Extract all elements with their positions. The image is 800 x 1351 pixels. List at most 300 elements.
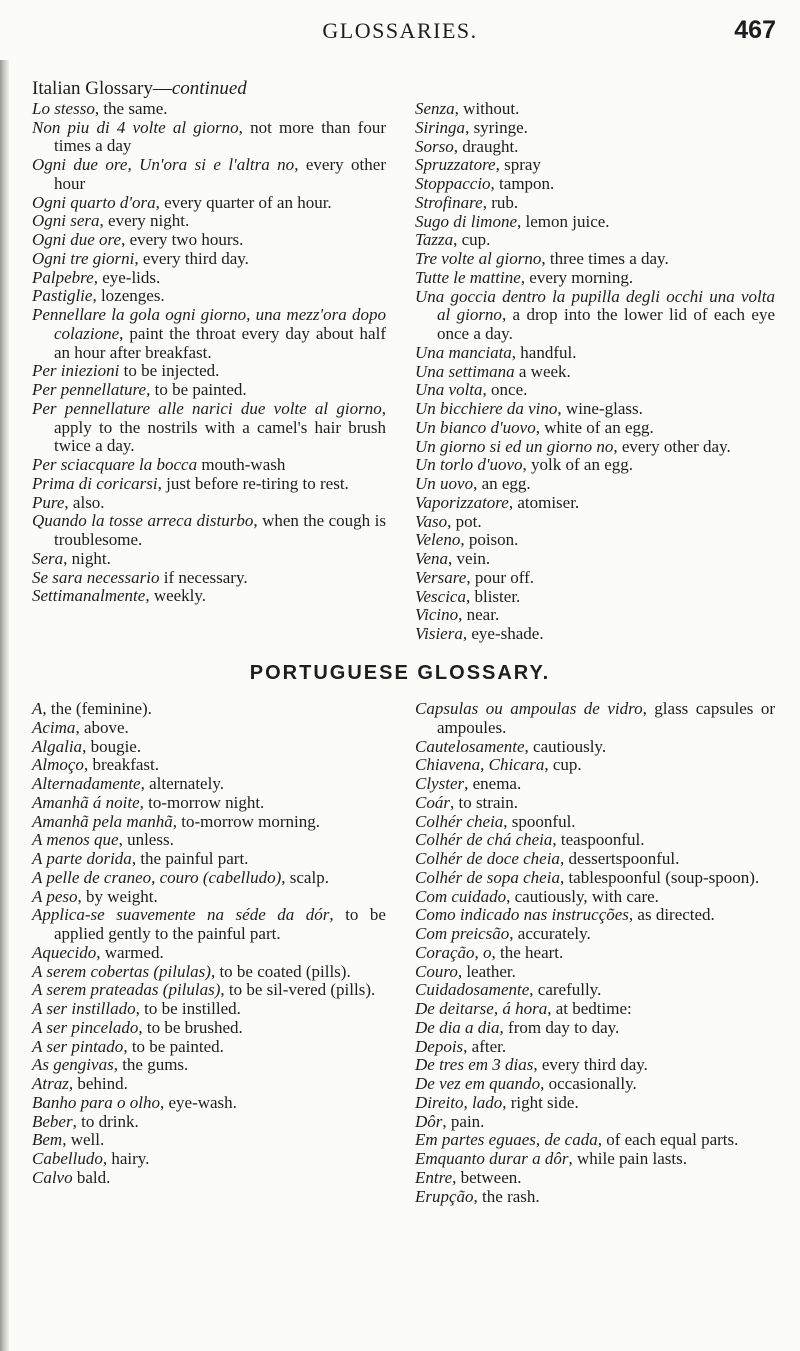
glossary-term: De deitarse, á hora	[415, 999, 548, 1018]
glossary-term: A menos que	[32, 830, 119, 850]
glossary-term: Per pennellature	[32, 380, 147, 399]
glossary-term: Applica-se suavemente na séde da dór	[32, 905, 330, 925]
glossary-term: Sera	[32, 548, 64, 568]
glossary-definition: , while pain lasts.	[568, 1149, 687, 1168]
glossary-term: Alternadamente	[32, 774, 141, 793]
glossary-definition: , the same.	[94, 98, 168, 118]
glossary-term: Ogni quarto d'ora	[32, 192, 156, 212]
glossary-definition: , just before re-tiring to rest.	[157, 473, 349, 493]
glossary-entry	[415, 869, 775, 888]
glossary-term: Ogni due ore, Un'ora si e l'altra no	[32, 155, 295, 174]
glossary-entry	[415, 1131, 775, 1150]
glossary-entry	[415, 344, 775, 363]
glossary-definition: , once.	[482, 380, 528, 400]
glossary-term: Amanhã pela manhã	[32, 811, 173, 831]
glossary-term: Amanhã á noite	[32, 792, 140, 812]
glossary-term: Ogni due ore	[32, 230, 122, 249]
glossary-definition: , leather.	[457, 961, 516, 981]
glossary-definition: , hairy.	[102, 1149, 150, 1168]
glossary-definition: , above.	[75, 717, 129, 737]
glossary-entry	[32, 1131, 386, 1150]
glossary-definition: , when the cough is troublesome.	[54, 511, 386, 549]
glossary-entry	[415, 588, 775, 607]
glossary-definition: , every third day.	[134, 248, 249, 268]
glossary-term: Cuidadosamente	[415, 980, 530, 1000]
glossary-term: Capsulas ou ampoulas de vidro	[415, 699, 643, 718]
glossary-definition: , tablespoonful (soup-spoon).	[559, 867, 760, 887]
glossary-term: Se sara necessario	[32, 567, 160, 587]
glossary-term: Almoço	[32, 755, 84, 775]
glossary-entry	[415, 156, 775, 175]
glossary-entry	[415, 925, 775, 944]
glossary-term: Ogni tre giorni	[32, 248, 135, 268]
glossary-entry	[32, 306, 386, 362]
glossary-term: Beber	[32, 1111, 73, 1131]
glossary-definition: , pain.	[442, 1111, 485, 1131]
glossary-term: Settimanalmente	[32, 586, 146, 606]
glossary-entry	[415, 400, 775, 419]
glossary-term: Atraz	[32, 1074, 69, 1093]
glossary-definition: mouth-wash	[197, 455, 286, 474]
glossary-definition: , spoonful.	[503, 811, 576, 831]
glossary-entry	[415, 1150, 775, 1169]
glossary-term: Bem	[32, 1130, 63, 1150]
glossary-definition: , every quarter of an hour.	[155, 192, 332, 212]
glossary-definition: , to be instilled.	[135, 999, 241, 1018]
glossary-definition: , every third day.	[533, 1055, 648, 1075]
glossary-entry	[415, 1000, 775, 1019]
glossary-definition: , without.	[454, 99, 520, 118]
glossary-definition: , at bedtime:	[547, 999, 632, 1018]
glossary-term: Lo stesso	[32, 98, 95, 118]
glossary-definition: to be injected.	[119, 361, 220, 381]
glossary-entry	[415, 1075, 775, 1094]
italian-glossary-left-column	[32, 80, 386, 606]
glossary-definition: , every other day.	[613, 436, 731, 456]
glossary-definition: , by weight.	[77, 886, 158, 906]
glossary-entry	[32, 287, 386, 306]
glossary-term: Un giorno si ed un giorno no	[415, 436, 614, 456]
glossary-definition: , of each equal parts.	[597, 1130, 739, 1150]
glossary-definition: , yolk of an egg.	[522, 455, 634, 475]
glossary-definition: , right side.	[502, 1092, 579, 1112]
italian-glossary-right-column	[415, 100, 775, 644]
glossary-entry	[32, 269, 386, 288]
glossary-term: Prima di coricarsi	[32, 473, 158, 493]
glossary-definition: , every other hour	[54, 155, 386, 193]
glossary-entry	[415, 419, 775, 438]
glossary-entry	[32, 831, 386, 850]
glossary-entry	[415, 119, 775, 138]
glossary-term: Como indicado nas instrucções	[415, 905, 629, 925]
glossary-term: Entre	[415, 1167, 453, 1187]
glossary-definition: , tampon.	[490, 174, 555, 193]
glossary-term: Un bicchiere da vino	[415, 399, 558, 418]
glossary-term: A ser pincelado	[32, 1017, 139, 1037]
glossary-definition: , glass capsules or ampoules.	[437, 699, 775, 737]
glossary-definition: , carefully.	[529, 980, 602, 1000]
glossary-definition: , from day to day.	[499, 1017, 620, 1037]
glossary-definition: , not more than four times a day	[54, 117, 386, 156]
glossary-entry	[415, 494, 775, 513]
glossary-entry	[32, 719, 386, 738]
glossary-entry	[32, 1150, 386, 1169]
glossary-entry	[32, 194, 386, 213]
glossary-entry	[415, 231, 775, 250]
glossary-definition: , between.	[452, 1167, 522, 1187]
glossary-term: Banho para o olho	[32, 1092, 160, 1112]
glossary-term: Visiera	[415, 624, 463, 643]
glossary-term: Colhér de sopa cheia	[415, 867, 560, 887]
glossary-term: Vescica	[415, 586, 466, 606]
glossary-definition: , a drop into the lower lid of each eye once a day.	[437, 305, 775, 343]
glossary-entry	[415, 738, 775, 757]
glossary-definition: , teaspoonful.	[552, 830, 645, 850]
glossary-term: Tazza	[415, 230, 454, 250]
glossary-term: Pennellare la gola ogni giorno, una mezz'ora dopo colazione	[32, 305, 386, 343]
glossary-term: Strofinare	[415, 192, 483, 212]
glossary-entry	[32, 100, 386, 119]
portuguese-glossary-left-column	[32, 700, 386, 1188]
glossary-entry	[415, 250, 775, 269]
glossary-term: Vaso	[415, 511, 448, 531]
glossary-entry	[32, 738, 386, 757]
glossary-entry	[32, 756, 386, 775]
glossary-definition: , well.	[62, 1130, 105, 1150]
glossary-definition: bald.	[72, 1167, 111, 1187]
glossary-entry	[415, 700, 775, 738]
glossary-term: Colhér cheia	[415, 811, 504, 831]
glossary-term: Siringa	[415, 117, 466, 137]
glossary-definition: , an egg.	[473, 474, 531, 493]
glossary-term: Stoppaccio	[415, 174, 491, 193]
glossary-definition: , to be brushed.	[138, 1017, 243, 1037]
glossary-entry	[32, 1000, 386, 1019]
glossary-definition: , to be painted.	[123, 1036, 224, 1056]
glossary-entry	[32, 1075, 386, 1094]
glossary-definition: , to be coated (pills).	[210, 961, 351, 981]
glossary-definition: , cup.	[544, 755, 582, 775]
running-head: GLOSSARIES.	[322, 18, 478, 43]
glossary-definition: , night.	[63, 548, 111, 568]
glossary-entry	[32, 981, 386, 1000]
glossary-term: Per iniezioni	[32, 361, 120, 381]
glossary-term: Un bianco d'uovo	[415, 417, 536, 437]
glossary-entry	[32, 156, 386, 194]
glossary-definition: , eye-lids.	[93, 267, 161, 287]
glossary-entry	[415, 606, 775, 625]
glossary-definition: , syringe.	[465, 117, 528, 137]
glossary-entry	[415, 906, 775, 925]
glossary-term: Quando la tosse arreca disturbo	[32, 511, 254, 531]
glossary-term: Versare	[415, 567, 467, 587]
page-number: 467	[734, 16, 776, 44]
glossary-term: A parte dorida	[32, 849, 132, 868]
glossary-term: Depois	[415, 1036, 464, 1056]
glossary-term: Cautelosamente	[415, 736, 525, 756]
glossary-definition: , to strain.	[449, 792, 518, 812]
glossary-entry	[32, 1094, 386, 1113]
glossary-entry	[415, 213, 775, 232]
glossary-entry	[415, 194, 775, 213]
glossary-entry	[415, 456, 775, 475]
glossary-definition: , pot.	[447, 511, 482, 531]
glossary-definition: , spray	[495, 155, 541, 175]
glossary-term: Couro	[415, 961, 458, 981]
glossary-definition: , enema.	[464, 774, 522, 793]
glossary-entry	[415, 775, 775, 794]
glossary-term: Tre volte al giorno	[415, 249, 542, 268]
glossary-entry	[415, 138, 775, 157]
glossary-entry	[415, 175, 775, 194]
glossary-term: A peso	[32, 886, 78, 906]
glossary-entry	[32, 231, 386, 250]
glossary-entry	[32, 700, 386, 719]
glossary-entry	[32, 362, 386, 381]
glossary-definition: , apply to the nostrils with a camel's hair brush twice a day.	[54, 398, 386, 456]
italian-heading-suffix: continued	[171, 78, 247, 99]
glossary-definition: , the rash.	[473, 1186, 540, 1206]
glossary-term: Coração, o	[415, 942, 492, 962]
glossary-entry	[415, 381, 775, 400]
glossary-definition: , occasionally.	[540, 1074, 637, 1093]
glossary-term: Vena	[415, 549, 449, 568]
glossary-entry	[415, 625, 775, 644]
glossary-definition: , blister.	[465, 586, 521, 606]
glossary-entry	[415, 1169, 775, 1188]
glossary-term: Una settimana	[415, 361, 515, 381]
glossary-definition: , paint the throat every day about half an hour after breakfast.	[54, 323, 386, 362]
glossary-entry	[32, 456, 386, 475]
glossary-definition: if necessary.	[159, 567, 248, 587]
glossary-entry	[415, 569, 775, 588]
glossary-entry	[415, 438, 775, 457]
glossary-entry	[415, 944, 775, 963]
glossary-term: A serem prateadas (pilulas)	[32, 980, 221, 1000]
glossary-term: Cabelludo	[32, 1149, 103, 1168]
glossary-term: A	[32, 699, 43, 718]
glossary-entry	[415, 1019, 775, 1038]
glossary-term: A ser instillado	[32, 999, 136, 1018]
glossary-definition: , the painful part.	[131, 849, 249, 868]
glossary-entry	[415, 794, 775, 813]
glossary-term: Sorso	[415, 136, 454, 156]
glossary-definition: , weekly.	[145, 586, 207, 606]
glossary-entry	[415, 1056, 775, 1075]
glossary-term: Per sciacquare la bocca	[32, 455, 198, 474]
glossary-term: Pastiglie	[32, 286, 93, 306]
glossary-term: Tutte le mattine	[415, 267, 521, 287]
page-header	[0, 18, 800, 58]
glossary-term: Acima	[32, 717, 76, 737]
glossary-definition: , the heart.	[491, 942, 564, 962]
glossary-term: Clyster	[415, 774, 465, 793]
glossary-term: A ser pintado	[32, 1036, 124, 1056]
glossary-term: Com preicsão	[415, 924, 510, 943]
glossary-term: Vaporizzatore	[415, 492, 509, 512]
glossary-definition: , lozenges.	[92, 286, 165, 306]
glossary-term: Algalia	[32, 736, 83, 756]
glossary-definition: , unless.	[118, 830, 174, 850]
glossary-entry	[415, 850, 775, 869]
glossary-definition: , the gums.	[113, 1055, 189, 1075]
glossary-term: Palpebre	[32, 267, 94, 287]
glossary-term: Una volta	[415, 380, 483, 400]
glossary-definition: , every morning.	[520, 267, 634, 287]
glossary-entry	[32, 212, 386, 231]
glossary-definition: a week.	[514, 361, 571, 381]
glossary-entry	[32, 906, 386, 944]
portuguese-glossary-right-column	[415, 700, 775, 1206]
glossary-term: Pure	[32, 492, 65, 512]
glossary-definition: , to-morrow night.	[139, 792, 265, 812]
glossary-entry	[32, 813, 386, 832]
glossary-entry	[32, 850, 386, 869]
glossary-definition: , breakfast.	[83, 755, 159, 775]
glossary-term: Vicino	[415, 605, 459, 625]
glossary-entry	[32, 512, 386, 550]
portuguese-glossary-title: PORTUGUESE GLOSSARY.	[249, 662, 551, 684]
glossary-definition: , after.	[463, 1036, 507, 1056]
glossary-entry	[32, 869, 386, 888]
glossary-definition: , to be sil-vered (pills).	[220, 980, 376, 1000]
glossary-term: Direito, lado	[415, 1092, 503, 1112]
binding-gutter	[0, 60, 9, 1351]
glossary-definition: , alternately.	[140, 774, 224, 793]
glossary-term: Aquecido	[32, 942, 97, 962]
glossary-term: Com cuidado	[415, 886, 507, 906]
glossary-entry	[415, 756, 775, 775]
glossary-entry	[415, 100, 775, 119]
glossary-entry	[32, 1169, 386, 1188]
glossary-entry	[32, 1113, 386, 1132]
glossary-definition: , bougie.	[82, 736, 142, 756]
glossary-definition: , lemon juice.	[517, 211, 610, 231]
glossary-entry	[32, 550, 386, 569]
glossary-term: Em partes eguaes, de cada	[415, 1130, 598, 1150]
glossary-entry	[32, 1019, 386, 1038]
glossary-entry	[32, 119, 386, 157]
glossary-definition: , dessertspoonful.	[559, 849, 680, 868]
glossary-definition: , white of an egg.	[535, 417, 654, 437]
glossary-term: Un uovo	[415, 474, 474, 493]
glossary-definition: , cautiously, with care.	[506, 886, 659, 906]
glossary-term: A serem cobertas (pilulas)	[32, 961, 211, 981]
glossary-definition: , eye-shade.	[462, 624, 544, 643]
glossary-definition: , atomiser.	[508, 492, 580, 512]
glossary-entry	[415, 288, 775, 344]
glossary-term: Colhér de chá cheia	[415, 830, 553, 850]
glossary-entry	[32, 250, 386, 269]
glossary-term: Non piu di 4 volte al giorno	[32, 117, 239, 137]
glossary-entry	[32, 888, 386, 907]
glossary-definition: , three times a day.	[541, 249, 669, 268]
glossary-term: De dia a dia	[415, 1017, 500, 1037]
glossary-entry	[415, 513, 775, 532]
glossary-definition: , as directed.	[628, 905, 715, 925]
glossary-term: Senza	[415, 99, 455, 118]
glossary-definition: , near.	[458, 605, 500, 625]
glossary-definition: , scalp.	[281, 867, 329, 887]
glossary-definition: , cup.	[453, 230, 491, 250]
glossary-term: Erupção	[415, 1186, 474, 1206]
glossary-term: Emquanto durar a dôr	[415, 1149, 569, 1168]
glossary-entry	[32, 794, 386, 813]
glossary-entry	[32, 1056, 386, 1075]
glossary-definition: , eye-wash.	[159, 1092, 237, 1112]
glossary-entry	[415, 531, 775, 550]
glossary-definition: , cautiously.	[524, 736, 607, 756]
glossary-entry	[415, 888, 775, 907]
glossary-entry	[415, 1038, 775, 1057]
glossary-entry	[32, 944, 386, 963]
glossary-definition: , behind.	[68, 1074, 128, 1093]
glossary-entry	[415, 1094, 775, 1113]
glossary-term: Per pennellature alle narici due volte al giorno	[32, 398, 382, 418]
glossary-entry	[32, 400, 386, 456]
glossary-definition: , handful.	[511, 342, 577, 362]
glossary-entry	[32, 475, 386, 494]
glossary-entry	[415, 1113, 775, 1132]
glossary-entry	[415, 1188, 775, 1207]
glossary-entry	[415, 269, 775, 288]
glossary-definition: , to drink.	[72, 1111, 139, 1131]
glossary-entry	[32, 587, 386, 606]
glossary-term: Sugo di limone	[415, 211, 517, 231]
glossary-entry	[32, 494, 386, 513]
glossary-entry	[415, 831, 775, 850]
glossary-entry	[32, 1038, 386, 1057]
glossary-definition: , also.	[64, 492, 105, 512]
glossary-term: De tres em 3 dias	[415, 1055, 534, 1075]
glossary-term: De vez em quando	[415, 1074, 541, 1093]
glossary-term: Chiavena, Chicara	[415, 755, 545, 775]
glossary-definition: , warmed.	[96, 942, 164, 962]
glossary-term: Una manciata	[415, 342, 512, 362]
glossary-definition: , draught.	[453, 136, 519, 156]
glossary-definition: , accurately.	[509, 924, 591, 943]
glossary-entry	[415, 981, 775, 1000]
glossary-entry	[415, 363, 775, 382]
glossary-entry	[415, 550, 775, 569]
glossary-entry	[32, 963, 386, 982]
glossary-term: Dôr	[415, 1111, 443, 1131]
glossary-entry	[415, 963, 775, 982]
glossary-definition: , to-morrow morning.	[172, 811, 321, 831]
glossary-term: Ogni sera	[32, 211, 100, 231]
glossary-term: Spruzzatore	[415, 155, 496, 175]
glossary-definition: , every two hours.	[121, 230, 244, 249]
glossary-definition: , wine-glass.	[557, 399, 643, 418]
glossary-definition: , to be applied gently to the painful part.	[54, 905, 386, 943]
glossary-term: Colhér de doce cheia	[415, 849, 560, 868]
glossary-term: Veleno	[415, 530, 461, 550]
glossary-definition: , pour off.	[466, 567, 534, 587]
glossary-term: Una goccia dentro la pupilla degli occhi una volta al giorno	[415, 286, 775, 325]
glossary-entry	[32, 569, 386, 588]
glossary-entry	[32, 775, 386, 794]
glossary-definition: , to be painted.	[146, 380, 247, 399]
glossary-definition: , the (feminine).	[42, 699, 152, 718]
glossary-term: As gengivas	[32, 1055, 114, 1075]
glossary-entry	[415, 813, 775, 832]
glossary-term: A pelle de craneo, couro (cabelludo)	[32, 867, 282, 887]
italian-heading-prefix: Italian Glossary—	[32, 78, 172, 99]
glossary-term: Calvo	[32, 1167, 73, 1187]
italian-glossary-heading	[32, 80, 386, 99]
glossary-entry	[32, 381, 386, 400]
glossary-term: Un torlo d'uovo	[415, 455, 523, 475]
